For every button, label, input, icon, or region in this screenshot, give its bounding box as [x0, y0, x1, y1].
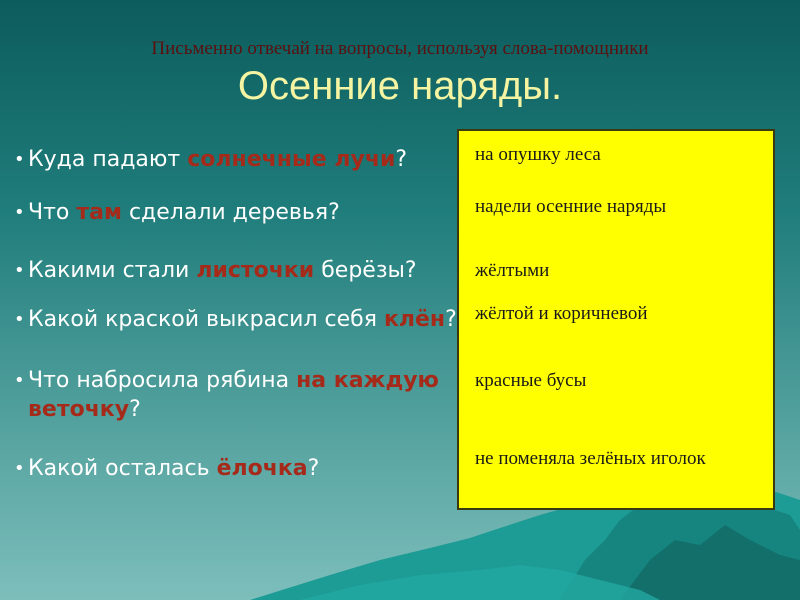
- question-text: Что набросила рябина: [28, 368, 297, 393]
- answer-2: надели осенние наряды: [475, 196, 667, 217]
- question-2: [14, 198, 458, 227]
- bullet-icon: •: [14, 202, 25, 223]
- answer-1: на опушку леса: [475, 144, 601, 165]
- question-end: ?: [395, 147, 408, 172]
- question-4: [14, 305, 458, 334]
- question-5: [14, 366, 458, 424]
- bullet-icon: •: [14, 309, 25, 330]
- question-keyword: солнечные лучи: [187, 147, 396, 172]
- bullet-icon: •: [14, 370, 25, 391]
- question-text: Куда падают: [28, 147, 188, 172]
- question-keyword: ёлочка: [216, 456, 308, 481]
- question-1: [14, 145, 458, 174]
- question-end: ?: [445, 307, 457, 332]
- bullet-icon: •: [14, 458, 25, 479]
- question-end: ?: [307, 456, 320, 481]
- answer-6: не поменяла зелёных иголок: [475, 448, 706, 469]
- question-text: Что: [28, 200, 77, 225]
- question-keyword: там: [76, 200, 122, 225]
- instruction-text: Письменно отвечай на вопросы, используя слова-помощники: [151, 38, 649, 59]
- question-end: берёзы?: [314, 258, 417, 283]
- question-keyword: на каждую веточку: [28, 368, 439, 422]
- question-text: Какой краской выкрасил себя: [28, 307, 384, 332]
- question-keyword: клён: [383, 307, 446, 332]
- answer-4: жёлтой и коричневой: [475, 303, 648, 324]
- question-3: [14, 256, 458, 285]
- question-text: Какой осталась: [28, 456, 217, 481]
- answer-3: жёлтыми: [475, 260, 550, 281]
- answer-5: красные бусы: [475, 370, 587, 391]
- question-text: Какими стали: [28, 258, 197, 283]
- question-end: ?: [129, 397, 141, 422]
- bullet-icon: •: [14, 149, 25, 170]
- bullet-icon: •: [14, 260, 25, 281]
- answers-box: [457, 129, 775, 510]
- slide-title: Осенние наряды.: [237, 64, 563, 108]
- question-6: [14, 454, 458, 483]
- question-end: сделали деревья?: [121, 200, 340, 225]
- question-keyword: листочки: [196, 258, 315, 283]
